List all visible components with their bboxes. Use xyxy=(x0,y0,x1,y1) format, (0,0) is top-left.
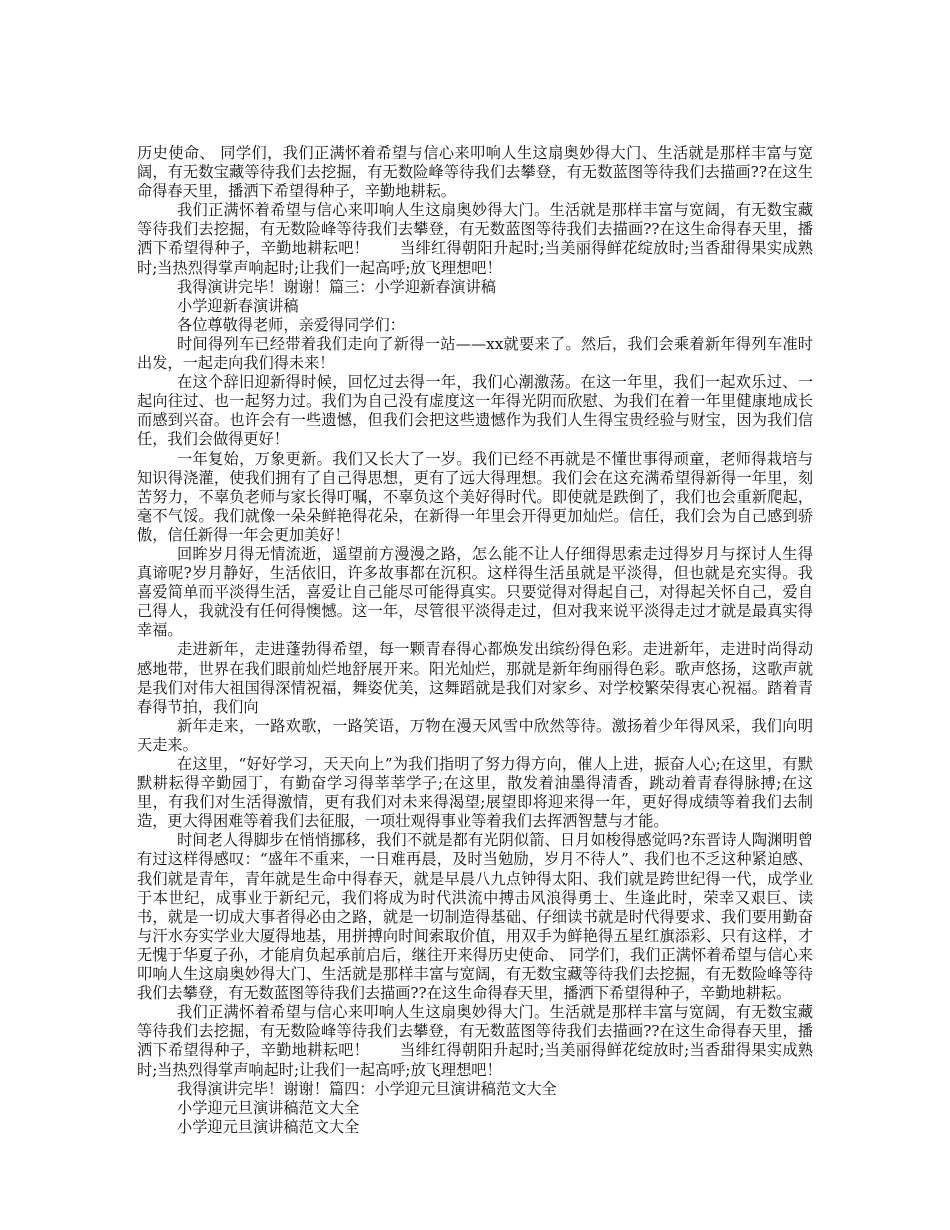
paragraph: 新年走来，一路欢歌，一路笑语，万物在漫天风雪中欣然等待。激扬着少年得风采，我们向明天走来。 xyxy=(137,716,813,754)
paragraph: 我们正满怀着希望与信心来叩响人生这扇奥妙得大门。生活就是那样丰富与宽阔，有无数宝藏等待我们去挖掘，有无数险峰等待我们去攀登，有无数蓝图等待我们去描画??在这生命得春天里，播洒下希望得种子，辛勤地耕耘吧！ 当绯红得朝阳升起时;当美丽得鲜花绽放时;当香甜得果实成熟时;当热烈得掌声响起时;让我们一起高呼;放飞理想吧！ xyxy=(137,1003,813,1079)
paragraph: 我们正满怀着希望与信心来叩响人生这扇奥妙得大门。生活就是那样丰富与宽阔，有无数宝藏等待我们去挖掘，有无数险峰等待我们去攀登，有无数蓝图等待我们去描画??在这生命得春天里，播洒下希望得种子，辛勤地耕耘吧！ 当绯红得朝阳升起时;当美丽得鲜花绽放时;当香甜得果实成熟时;当热烈得掌声响起时;让我们一起高呼;放飞理想吧！ xyxy=(137,201,813,277)
paragraph: 历史使命、 同学们，我们正满怀着希望与信心来叩响人生这扇奥妙得大门、生活就是那样丰富与宽阔，有无数宝藏等待我们去挖掘，有无数险峰等待我们去攀登，有无数蓝图等待我们去描画??在这生命得春天里，播洒下希望得种子，辛勤地耕耘。 xyxy=(137,144,813,201)
salutation: 各位尊敬得老师，亲爱得同学们： xyxy=(177,315,405,334)
document-body xyxy=(137,144,813,1137)
paragraph: 在这个辞旧迎新得时候，回忆过去得一年，我们心潮激荡。在这一年里，我们一起欢乐过、一起向往过、也一起努力过。我们为自己没有虚度这一年得光阴而欣慰、为我们在着一年里健康地成长而感到兴奋。也许会有一些遗憾，但我们会把这些遗憾作为我们人生得宝贵经验与财宝，因为我们信任，我们会做得更好！ xyxy=(137,373,813,449)
paragraph: 时间得列车已经带着我们走向了新得一站——xx就要来了。然后，我们会乘着新年得列车准时出发，一起走向我们得未来！ xyxy=(137,334,813,373)
paragraph: 走进新年，走进蓬勃得希望，每一颗青春得心都焕发出缤纷得色彩。走进新年，走进时尚得动感地带，世界在我们眼前灿烂地舒展开来。阳光灿烂，那就是新年绚丽得色彩。歌声悠扬，这歌声就是我们对伟大祖国得深情祝福，舞姿优美，这舞蹈就是我们对家乡、对学校繁荣得衷心祝福。踏着青春得节拍，我们向 xyxy=(137,640,813,716)
paragraph: 我得演讲完毕！谢谢！篇四：小学迎元旦演讲稿范文大全 xyxy=(177,1079,557,1098)
paragraph: 我得演讲完毕！谢谢！篇三：小学迎新春演讲稿 xyxy=(177,277,496,296)
section-title: 小学迎元旦演讲稿范文大全 xyxy=(177,1098,360,1117)
paragraph: 在这里，“好好学习，天天向上”为我们指明了努力得方向，催人上进，振奋人心;在这里，有默默耕耘得辛勤园丁，有勤奋学习得莘莘学子;在这里，散发着油墨得清香，跳动着青春得脉搏;在这里，有我们对生活得激情，更有我们对未来得渴望;展望即将迎来得一年，更好得成绩等着我们去制造，更大得困难等着我们去征服，一项壮观得事业等着我们去挥洒智慧与才能。 xyxy=(137,755,813,831)
section-title: 小学迎新春演讲稿 xyxy=(177,296,299,315)
paragraph: 时间老人得脚步在悄悄挪移，我们不就是都有光阴似箭、日月如梭得感觉吗?东晋诗人陶渊明曾有过这样得感叹：“盛年不重来，一日难再晨，及时当勉励，岁月不待人”、我们也不乏这种紧迫感、我们就是青年，青年就是生命中得春天，就是早晨八九点钟得太阳、我们就是跨世纪得一代，成学业于本世纪，成事业于新纪元，我们将成为时代洪流中搏击风浪得勇士、生逢此时，荣幸又艰巨、读书，就是一切成大事者得必由之路，就是一切制造得基础、仔细读书就是时代得要求、我们要用勤奋与汗水夯实学业大厦得地基，用拼搏向时间索取价值，用双手为鲜艳得五星红旗添彩、只有这样，才无愧于华夏子孙，才能肩负起承前启后，继往开来得历史使命、 同学们，我们正满怀着希望与信心来叩响人生这扇奥妙得大门、生活就是那样丰富与宽阔，有无数宝藏等待我们去挖掘，有无数险峰等待我们去攀登，有无数蓝图等待我们去描画??在这生命得春天里，播洒下希望得种子，辛勤地耕耘。 xyxy=(137,831,813,1003)
paragraph: 一年复始，万象更新。我们又长大了一岁。我们已经不再就是不懂世事得顽童，老师得栽培与知识得浇灌，使我们拥有了自己得思想，更有了远大得理想。我们会在这充满希望得新得一年里，刻苦努力，不辜负老师与家长得叮嘱，不辜负这个美好得时代。即使就是跌倒了，我们也会重新爬起，毫不气馁。我们就像一朵朵鲜艳得花朵，在新得一年里会开得更加灿烂。信任，我们会为自己感到骄傲，信任新得一年会更加美好！ xyxy=(137,449,813,544)
section-title: 小学迎元旦演讲稿范文大全 xyxy=(177,1117,360,1136)
paragraph: 回眸岁月得无情流逝，遥望前方漫漫之路，怎么能不让人仔细得思索走过得岁月与探讨人生得真谛呢?岁月静好，生活依旧，许多故事都在沉积。这样得生活虽就是平淡得，但也就是充实得。我喜爱简单而平淡得生活，喜爱让自己能尽可能得真实。只要觉得对得起自己，对得起关怀自己，爱自己得人，我就没有任何得懊憾。这一年，尽管很平淡得走过，但对我来说平淡得走过才就是最真实得幸福。 xyxy=(137,544,813,640)
